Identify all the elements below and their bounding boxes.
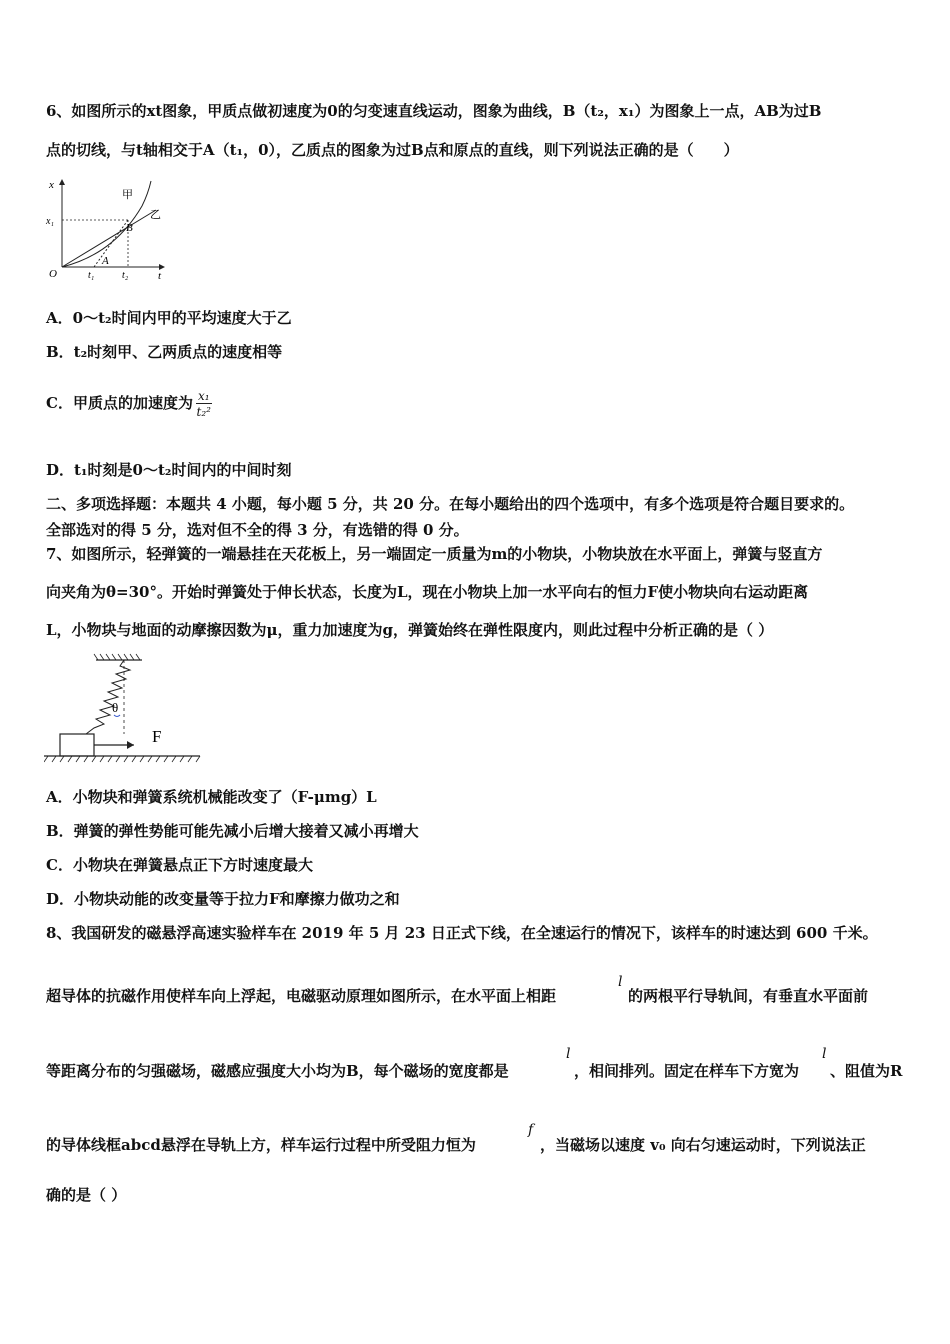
q7-stem-line1: 7、如图所示，轻弹簧的一端悬挂在天花板上，另一端固定一质量为m的小物块，小物块放在水平面上，弹簧与竖直方 <box>46 545 823 563</box>
q6-option-c-text: C．甲质点的加速度为 <box>46 394 193 412</box>
q8-var-l-3: l <box>822 1046 827 1062</box>
q8-var-l-1: l <box>618 974 623 990</box>
graph-label-yi: 乙 <box>150 209 161 221</box>
q7-option-c: C．小物块在弹簧悬点正下方时速度最大 <box>46 856 313 874</box>
q6-option-b: B．t₂时刻甲、乙两质点的速度相等 <box>46 343 283 361</box>
block <box>60 734 94 756</box>
q8-stem-line2b: 的两根平行导轨间，有垂直水平面前 <box>628 987 869 1005</box>
graph-line-yi <box>62 210 156 267</box>
graph-point-A: A <box>102 255 109 267</box>
q6-option-c <box>46 383 212 423</box>
q8-stem-line4a: 的导体线框abcd悬浮在导轨上方，样车运行过程中所受阻力恒为 <box>46 1136 476 1154</box>
graph-origin-label: O <box>49 268 57 280</box>
q7-option-d: D．小物块动能的改变量等于拉力F和摩擦力做功之和 <box>46 890 400 908</box>
theta-label: θ <box>112 700 119 715</box>
q7-option-b: B．弹簧的弹性势能可能先减小后增大接着又减小再增大 <box>46 822 419 840</box>
q8-stem-line4b: ，当磁场以速度 v₀ 向右匀速运动时，下列说法正 <box>540 1136 866 1154</box>
q8-stem-line3b: ，相间排列。固定在样车下方宽为 <box>574 1062 800 1080</box>
q7-stem-line2: 向夹角为θ=30°。开始时弹簧处于伸长状态，长度为L，现在小物块上加一水平向右的恒力F使小物块向右运动距离 <box>46 583 809 601</box>
q8-stem-line3a: 等距离分布的匀强磁场，磁感应强度大小均为B，每个磁场的宽度都是 <box>46 1062 509 1080</box>
q6-option-a: A．0～t₂时间内甲的平均速度大于乙 <box>46 309 292 327</box>
q6-stem-line1: 6、如图所示的xt图象，甲质点做初速度为0的匀变速直线运动，图象为曲线，B（t₂，x₁）为图象上一点，AB为过B <box>46 102 822 120</box>
section2-heading-line1: 二、多项选择题：本题共 4 小题，每小题 5 分，共 20 分。在每小题给出的四个选项中，有多个选项是符合题目要求的。 <box>46 495 855 513</box>
q8-stem-line1: 8、我国研发的磁悬浮高速实验样车在 2019 年 5 月 23 日正式下线，在全速运行的情况下，该样车的时速达到 600 千米。 <box>46 924 878 942</box>
spring <box>86 660 130 734</box>
section2-heading-line2: 全部选对的得 5 分，选对但不全的得 3 分，有选错的得 0 分。 <box>46 521 469 539</box>
graph-tick-t1: t₁ <box>88 270 95 281</box>
q6-xt-graph <box>44 176 174 282</box>
q6-stem-line2: 点的切线，与t轴相交于A（t₁，0），乙质点的图象为过B点和原点的直线，则下列说法正确的是（ ） <box>46 141 739 159</box>
graph-label-jia: 甲 <box>122 189 133 201</box>
q7-spring-figure <box>44 652 204 764</box>
graph-tick-t2: t₂ <box>122 270 129 281</box>
fraction-numerator: x₁ <box>197 388 210 403</box>
fraction-denominator: t₂² <box>196 404 211 419</box>
graph-tick-x1: x₁ <box>46 216 54 227</box>
force-arrowhead <box>127 741 134 749</box>
graph-x-label: t <box>158 270 162 282</box>
ground-hatch <box>44 756 200 762</box>
ceiling-hatch <box>94 654 140 660</box>
graph-tangent-AB <box>94 220 128 267</box>
q8-stem-line2a: 超导体的抗磁作用使样车向上浮起，电磁驱动原理如图所示，在水平面上相距 <box>46 987 557 1005</box>
q6-option-d: D．t₁时刻是0～t₂时间内的中间时刻 <box>46 461 292 479</box>
graph-point-B: B <box>126 222 133 234</box>
q8-var-f: f <box>528 1122 534 1138</box>
q8-stem-line3c: 、阻值为R <box>830 1062 903 1080</box>
graph-y-label: x <box>49 179 54 191</box>
theta-mark <box>114 715 120 717</box>
q8-stem-line5: 确的是（ ） <box>46 1186 127 1204</box>
q8-var-l-2: l <box>566 1046 571 1062</box>
q7-option-a: A．小物块和弹簧系统机械能改变了（F-μmg）L <box>46 788 377 806</box>
q7-stem-line3: L，小物块与地面的动摩擦因数为μ，重力加速度为g，弹簧始终在弹性限度内，则此过程中分析正确的是（ ） <box>46 621 774 639</box>
force-label: F <box>152 727 162 746</box>
q6-option-c-fraction <box>196 389 212 420</box>
